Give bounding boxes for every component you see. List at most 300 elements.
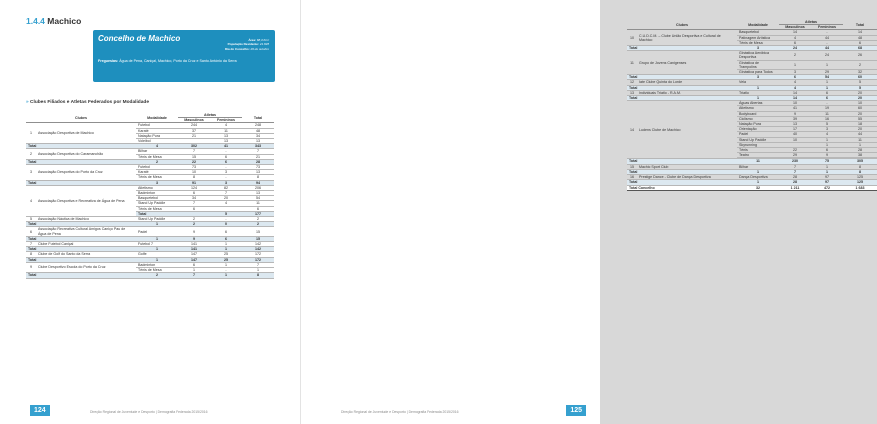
total-male: 24 bbox=[779, 46, 811, 51]
male-count: 17 bbox=[779, 127, 811, 132]
row-total: 11 bbox=[843, 137, 877, 142]
total-label: Total bbox=[136, 211, 210, 216]
club-name: Clube de Golf do Santo da Serra bbox=[36, 252, 136, 257]
clubs-table-right bbox=[627, 20, 877, 191]
clubs-table-left bbox=[26, 113, 274, 279]
male-count: 244 bbox=[178, 123, 210, 128]
modality: Dança Desportiva bbox=[737, 175, 779, 180]
modality: Basquetebol bbox=[737, 30, 779, 35]
female-count: - bbox=[811, 40, 843, 45]
modality: Natação Pura bbox=[136, 133, 178, 138]
total-modalities-count: 1 bbox=[136, 222, 178, 227]
female-count: 1 bbox=[811, 137, 843, 142]
total-value: 1 683 bbox=[843, 185, 877, 190]
club-name: C.U.D.C.M. – Clube União Desportiva e Cultural de Machico bbox=[637, 30, 737, 46]
club-name: Associação Recreativa Cultural Amigos Caniço Pau de Água de Pena bbox=[36, 227, 136, 236]
total-modalities-count: 1 bbox=[737, 169, 779, 174]
right-page bbox=[300, 0, 865, 424]
modality: Natação Pura bbox=[737, 122, 779, 127]
modality: Voleibol bbox=[136, 139, 178, 144]
modality: Bilhar bbox=[737, 164, 779, 169]
row-total: 26 bbox=[843, 51, 877, 60]
club-name: Ludens Clube de Machico bbox=[637, 101, 737, 159]
female-count: 16 bbox=[811, 116, 843, 121]
row-total: 48 bbox=[843, 35, 877, 40]
total-label: Total bbox=[26, 247, 136, 252]
total-label: Total bbox=[627, 96, 737, 101]
stat-municipality-day: Dia do Concelho: 29 de outubro bbox=[224, 46, 269, 51]
modality: Futebol bbox=[136, 165, 178, 170]
club-number: 10 bbox=[627, 30, 637, 46]
male-count: 14 bbox=[779, 90, 811, 95]
female-count: 1 bbox=[811, 60, 843, 69]
total-female: 3 bbox=[210, 180, 242, 185]
male-count: 28 bbox=[779, 175, 811, 180]
female-count: 4 bbox=[210, 123, 242, 128]
total-label: Total bbox=[627, 159, 737, 164]
parishes-label: Freguesias: bbox=[98, 59, 119, 63]
modality: Badminton bbox=[136, 262, 178, 267]
female-count: - bbox=[210, 175, 242, 180]
stat-population: População Residente: 21.828 bbox=[227, 42, 269, 47]
modality: Atletismo bbox=[737, 106, 779, 111]
female-count: 11 bbox=[210, 128, 242, 133]
male-count: 15 bbox=[178, 154, 210, 159]
header-masculinos: Masculinos bbox=[779, 25, 811, 30]
total-value: 8 bbox=[843, 169, 877, 174]
male-count: 10 bbox=[178, 170, 210, 175]
row-total: 206 bbox=[242, 185, 274, 190]
table-body-left bbox=[26, 123, 274, 278]
total-modalities-count: 2 bbox=[136, 159, 178, 164]
row-total: 60 bbox=[843, 106, 877, 111]
row-total: 44 bbox=[843, 132, 877, 137]
male-count: 4 bbox=[779, 80, 811, 85]
female-count: 1 bbox=[210, 242, 242, 247]
modality: Ténis de Mesa bbox=[136, 154, 178, 159]
modality: Patinagem Artística bbox=[737, 35, 779, 40]
male-count: 6 bbox=[178, 206, 210, 211]
club-name: Associação Desportiva de Machico bbox=[36, 123, 136, 144]
header-femininos: Femininos bbox=[210, 118, 242, 123]
modality: Ciclismo bbox=[737, 116, 779, 121]
row-total: 248 bbox=[242, 123, 274, 128]
club-name: Associação Desportiva do Caramanchão bbox=[36, 149, 136, 159]
row-total: 8 bbox=[242, 175, 274, 180]
total-modalities-count: 1 bbox=[737, 96, 779, 101]
total-value: 8 bbox=[242, 273, 274, 278]
modality: Ténis de Mesa bbox=[136, 175, 178, 180]
modality: Stand Up Paddle bbox=[136, 201, 178, 206]
club-number: 12 bbox=[627, 80, 637, 85]
banner-stats bbox=[225, 38, 269, 51]
row-total: 18 bbox=[843, 122, 877, 127]
header-total: Total bbox=[843, 20, 877, 30]
footer-text: Direção Regional de Juventude e Desporto | Demografia Federada 2015/2016 bbox=[341, 410, 459, 414]
total-label: Total bbox=[26, 222, 136, 227]
male-count: 1 bbox=[779, 60, 811, 69]
row-total: 32 bbox=[843, 70, 877, 75]
table-body-right bbox=[627, 30, 877, 190]
modality: Ginástica Aeróbica Desportiva bbox=[737, 51, 779, 60]
total-value: 28 bbox=[242, 159, 274, 164]
club-number: 3 bbox=[26, 165, 36, 181]
male-count: 124 bbox=[178, 185, 210, 190]
page-number: 125 bbox=[566, 405, 586, 416]
total-label: Total bbox=[627, 85, 737, 90]
modality: Ténis de Mesa bbox=[737, 40, 779, 45]
female-count: - bbox=[210, 149, 242, 154]
female-count: 44 bbox=[811, 35, 843, 40]
female-count: 6 bbox=[811, 148, 843, 153]
row-total: 28 bbox=[843, 148, 877, 153]
total-male: 28 bbox=[779, 180, 811, 185]
modality: Futebol bbox=[136, 123, 178, 128]
club-name: Grupo de Jovens Canigenses bbox=[637, 51, 737, 75]
club-number: 6 bbox=[26, 227, 36, 236]
club-number: 8 bbox=[26, 252, 36, 257]
row-total: 15 bbox=[242, 227, 274, 236]
total-modalities-count: 1 bbox=[136, 257, 178, 262]
male-count: 147 bbox=[178, 252, 210, 257]
modality: Stand Up Paddle bbox=[136, 217, 178, 222]
female-count: 6 bbox=[811, 90, 843, 95]
male-count: 14 bbox=[779, 30, 811, 35]
modality: Águas Abertas bbox=[737, 101, 779, 106]
male-count: 6 bbox=[779, 40, 811, 45]
total-label: Total bbox=[627, 169, 737, 174]
total-male: 302 bbox=[178, 144, 210, 149]
modality: Basquetebol bbox=[136, 196, 178, 201]
modality: Futebol 7 bbox=[136, 242, 178, 247]
club-number: 15 bbox=[627, 164, 637, 169]
total-modalities-count: 3 bbox=[737, 46, 779, 51]
female-count: 13 bbox=[210, 133, 242, 138]
club-name: Prestige Dance - Clube de Dança Desportiva bbox=[637, 175, 737, 180]
female-count: 11 bbox=[811, 111, 843, 116]
row-total: 7 bbox=[242, 262, 274, 267]
total-male: 9 bbox=[178, 236, 210, 241]
male-count: 9 bbox=[779, 111, 811, 116]
section-name: Machico bbox=[47, 16, 82, 26]
total-modalities-count: 5 bbox=[210, 211, 242, 216]
total-male: 1 211 bbox=[779, 185, 811, 190]
modality: Padel bbox=[737, 132, 779, 137]
total-modalities-count: 32 bbox=[737, 185, 779, 190]
female-count: 1 bbox=[811, 164, 843, 169]
row-total: 48 bbox=[242, 128, 274, 133]
male-count: 22 bbox=[779, 148, 811, 153]
banner-title: Concelho de Machico bbox=[98, 34, 181, 43]
total-value: 343 bbox=[242, 144, 274, 149]
modality: Orientação bbox=[737, 127, 779, 132]
section-title bbox=[26, 16, 81, 26]
modality: Triatlo bbox=[737, 90, 779, 95]
total-modalities-count: 11 bbox=[737, 159, 779, 164]
total-female: 1 bbox=[210, 273, 242, 278]
total-male: 141 bbox=[178, 247, 210, 252]
male-count: 1 bbox=[178, 268, 210, 273]
row-total: 20 bbox=[843, 127, 877, 132]
modality: Skyrunning bbox=[737, 142, 779, 147]
total-label: Total bbox=[26, 144, 136, 149]
club-name: Associação Desportiva e Recreativa de Água de Pena bbox=[36, 185, 136, 216]
header-atletas: Atletas bbox=[779, 20, 843, 25]
row-total: 5 bbox=[843, 80, 877, 85]
total-value: 94 bbox=[242, 180, 274, 185]
male-count: 41 bbox=[779, 106, 811, 111]
female-count: 3 bbox=[210, 170, 242, 175]
club-number: 16 bbox=[627, 175, 637, 180]
total-modalities-count: 3 bbox=[737, 75, 779, 80]
row-total: 7 bbox=[242, 149, 274, 154]
total-female: 25 bbox=[210, 257, 242, 262]
total-male: 6 bbox=[779, 75, 811, 80]
club-number: 11 bbox=[627, 51, 637, 75]
male-count: 7 bbox=[779, 164, 811, 169]
male-count: 7 bbox=[178, 201, 210, 206]
male-count: 141 bbox=[178, 242, 210, 247]
male-count: 2 bbox=[178, 217, 210, 222]
total-female: 0 bbox=[210, 222, 242, 227]
female-count: 6 bbox=[210, 154, 242, 159]
total-modalities-count: 3 bbox=[136, 180, 178, 185]
male-count: 73 bbox=[178, 165, 210, 170]
male-count: 40 bbox=[779, 132, 811, 137]
club-number: 1 bbox=[26, 123, 36, 144]
club-name: Iate Clube Quinta do Lorde bbox=[637, 80, 737, 85]
female-count: 7 bbox=[210, 191, 242, 196]
club-number: 5 bbox=[26, 217, 36, 222]
female-count: 1 bbox=[811, 80, 843, 85]
female-count: 3 bbox=[811, 127, 843, 132]
row-total: 73 bbox=[242, 165, 274, 170]
total-female: 44 bbox=[811, 46, 843, 51]
female-count: 5 bbox=[811, 122, 843, 127]
table-row bbox=[627, 51, 877, 60]
total-label: Total bbox=[627, 75, 737, 80]
row-total: 8 bbox=[843, 164, 877, 169]
modality: Ginástica de Trampolins bbox=[737, 60, 779, 69]
male-count: 6 bbox=[178, 262, 210, 267]
header-atletas: Atletas bbox=[178, 113, 242, 118]
male-count: 37 bbox=[178, 128, 210, 133]
male-count: 21 bbox=[178, 133, 210, 138]
total-female: 97 bbox=[811, 180, 843, 185]
female-count: 25 bbox=[210, 252, 242, 257]
subtitle-text: Clubes Filiados e Atletas Federados por Modalidade bbox=[30, 100, 149, 105]
female-count: 4 bbox=[210, 201, 242, 206]
female-count: - bbox=[210, 217, 242, 222]
header-clubes: Clubes bbox=[627, 20, 737, 30]
row-total: 55 bbox=[843, 116, 877, 121]
total-female: 1 bbox=[210, 247, 242, 252]
total-male: 4 bbox=[779, 85, 811, 90]
row-total: 6 bbox=[242, 206, 274, 211]
section-number: 1.4.4 bbox=[26, 16, 45, 26]
total-modalities-count: 1 bbox=[737, 85, 779, 90]
row-total: 1 bbox=[242, 268, 274, 273]
club-number: 4 bbox=[26, 185, 36, 216]
female-count: 4 bbox=[811, 132, 843, 137]
male-count: 4 bbox=[779, 35, 811, 40]
row-total: 54 bbox=[242, 196, 274, 201]
total-modalities-count: 4 bbox=[136, 144, 178, 149]
footer-text: Direção Regional de Juventude e Desporto | Demografia Federada 2015/2016 bbox=[90, 410, 208, 414]
row-total: 13 bbox=[242, 191, 274, 196]
grand-total-row bbox=[627, 185, 877, 190]
modality: Ténis bbox=[737, 148, 779, 153]
female-count: 9 bbox=[811, 153, 843, 158]
page-number: 124 bbox=[30, 405, 50, 416]
row-total: 14 bbox=[843, 30, 877, 35]
total-label: Total bbox=[627, 46, 737, 51]
male-count: 8 bbox=[178, 175, 210, 180]
club-number: 2 bbox=[26, 149, 36, 159]
row-total: 38 bbox=[843, 153, 877, 158]
club-name: Clube Desportivo Escola do Porto da Cruz bbox=[36, 262, 136, 272]
total-modalities-count: 1 bbox=[737, 180, 779, 185]
club-number: 9 bbox=[26, 262, 36, 272]
total-row bbox=[26, 273, 274, 278]
total-male: 2 bbox=[178, 222, 210, 227]
total-value: 5 bbox=[843, 85, 877, 90]
total-female: 6 bbox=[210, 159, 242, 164]
female-count: - bbox=[210, 165, 242, 170]
female-count: - bbox=[811, 101, 843, 106]
total-value: 172 bbox=[242, 257, 274, 262]
total-male: 7 bbox=[178, 273, 210, 278]
total-value: 305 bbox=[843, 159, 877, 164]
modality: Ténis de Mesa bbox=[136, 206, 178, 211]
row-total: 20 bbox=[843, 90, 877, 95]
header-femininos: Femininos bbox=[811, 25, 843, 30]
total-female: 6 bbox=[811, 96, 843, 101]
total-male: 14 bbox=[779, 96, 811, 101]
total-label: Total bbox=[26, 257, 136, 262]
female-count: 97 bbox=[811, 175, 843, 180]
male-count: 10 bbox=[779, 137, 811, 142]
subsection-title bbox=[26, 100, 149, 105]
row-total: 1 bbox=[843, 142, 877, 147]
total-label: Total bbox=[26, 159, 136, 164]
female-count: 24 bbox=[811, 51, 843, 60]
male-count: 34 bbox=[178, 196, 210, 201]
left-page bbox=[0, 0, 300, 424]
modality: Vela bbox=[737, 80, 779, 85]
female-count: 13 bbox=[210, 139, 242, 144]
total-modalities-count: 1 bbox=[136, 236, 178, 241]
row-total: 20 bbox=[843, 111, 877, 116]
municipality-banner bbox=[93, 30, 275, 82]
total-label: Total bbox=[26, 273, 136, 278]
row-total: 2 bbox=[843, 60, 877, 69]
total-female: 472 bbox=[811, 185, 843, 190]
total-value: 142 bbox=[242, 247, 274, 252]
header-modalidade: Modalidade bbox=[737, 20, 779, 30]
total-modalities-count: 2 bbox=[136, 273, 178, 278]
total-label: Total bbox=[627, 180, 737, 185]
total-female: 1 bbox=[811, 169, 843, 174]
female-count: - bbox=[811, 30, 843, 35]
total-female: 41 bbox=[210, 144, 242, 149]
male-count: 7 bbox=[178, 149, 210, 154]
total-value: 60 bbox=[843, 75, 877, 80]
row-total: 13 bbox=[242, 139, 274, 144]
club-number: 7 bbox=[26, 242, 36, 247]
club-name: Individuais Triatlo - R.A.M. bbox=[637, 90, 737, 95]
modality: Teatro bbox=[737, 153, 779, 158]
male-count: 13 bbox=[779, 122, 811, 127]
total-male: 91 bbox=[178, 180, 210, 185]
female-count: 20 bbox=[210, 196, 242, 201]
female-count: 1 bbox=[811, 142, 843, 147]
modality: Karaté bbox=[136, 128, 178, 133]
male-count: 3 bbox=[779, 70, 811, 75]
club-name: Machic Sport Club bbox=[637, 164, 737, 169]
total-male: 230 bbox=[779, 159, 811, 164]
total-label: Total bbox=[26, 236, 136, 241]
male-count: 10 bbox=[779, 101, 811, 106]
club-name: Associação Desportiva do Porto da Cruz bbox=[36, 165, 136, 181]
female-count: 19 bbox=[811, 106, 843, 111]
stat-area: Área: 68,3 Km² bbox=[248, 38, 269, 42]
row-total: 11 bbox=[242, 201, 274, 206]
modality: Stand Up Paddle bbox=[737, 137, 779, 142]
male-count: 2 bbox=[779, 51, 811, 60]
row-total: 125 bbox=[843, 175, 877, 180]
female-count: 29 bbox=[811, 70, 843, 75]
row-total: 10 bbox=[843, 101, 877, 106]
female-count: 1 bbox=[210, 262, 242, 267]
modality: Padel bbox=[136, 227, 178, 236]
modality: Ténis de Mesa bbox=[136, 268, 178, 273]
male-count: 9 bbox=[178, 227, 210, 236]
modality: Karaté bbox=[136, 170, 178, 175]
total-label: Total Concelho bbox=[627, 185, 737, 190]
total-male: 7 bbox=[779, 169, 811, 174]
total-value: 15 bbox=[242, 236, 274, 241]
row-total: 34 bbox=[242, 133, 274, 138]
modality: Bodyboard bbox=[737, 111, 779, 116]
table-row bbox=[26, 227, 274, 236]
total-male: 177 bbox=[242, 211, 274, 216]
total-male: 22 bbox=[178, 159, 210, 164]
club-number: 14 bbox=[627, 101, 637, 159]
header-modalidade: Modalidade bbox=[136, 113, 178, 123]
header-masculinos: Masculinos bbox=[178, 118, 210, 123]
modality: Ginástica para Todos bbox=[737, 70, 779, 75]
row-total: 2 bbox=[242, 217, 274, 222]
row-total: 6 bbox=[843, 40, 877, 45]
header-total: Total bbox=[242, 113, 274, 123]
total-value: 2 bbox=[242, 222, 274, 227]
row-total: 13 bbox=[242, 170, 274, 175]
total-value: 68 bbox=[843, 46, 877, 51]
parishes-list: Água de Pena, Caniçal, Machico, Porto da Cruz e Santo António da Serra bbox=[119, 59, 237, 63]
female-count: 82 bbox=[210, 185, 242, 190]
club-name: Associação Náutica de Machico bbox=[36, 217, 136, 222]
banner-parishes bbox=[98, 59, 270, 64]
male-count: 6 bbox=[178, 191, 210, 196]
male-count: 39 bbox=[779, 116, 811, 121]
female-count: 6 bbox=[210, 227, 242, 236]
total-label: Total bbox=[26, 180, 136, 185]
male-count: 29 bbox=[779, 153, 811, 158]
total-female: 54 bbox=[811, 75, 843, 80]
modality: Badminton bbox=[136, 191, 178, 196]
modality: Atletismo bbox=[136, 185, 178, 190]
